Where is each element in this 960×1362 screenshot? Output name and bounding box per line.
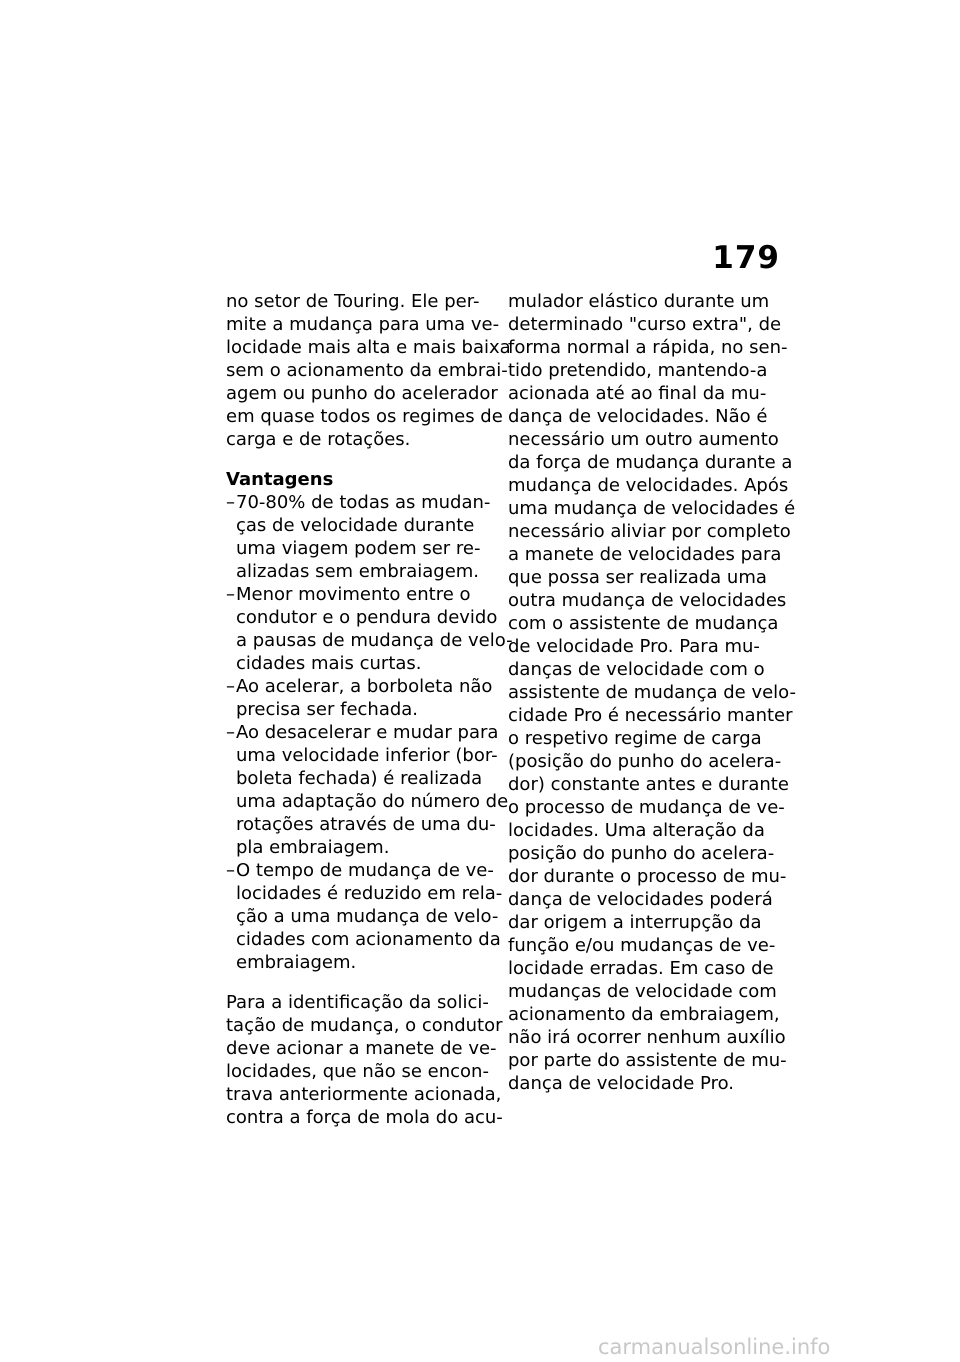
bullet-item xyxy=(226,721,509,859)
dash-marker: – xyxy=(226,722,235,743)
text-line: tação de mudança, o condutor xyxy=(226,1015,503,1036)
text-line: forma normal a rápida, no sen- xyxy=(508,337,788,358)
text-line: ças de velocidade durante xyxy=(236,515,475,536)
text-line: dor) constante antes e durante xyxy=(508,774,789,795)
text-line: não irá ocorrer nenhum auxílio xyxy=(508,1027,786,1048)
text-line: agem ou punho do acelerador xyxy=(226,383,498,404)
text-line: locidades, que não se encon- xyxy=(226,1061,489,1082)
text-line: uma velocidade inferior (bor- xyxy=(236,745,498,766)
text-line: cidades mais curtas. xyxy=(236,653,422,674)
text-line: posição do punho do acelera- xyxy=(508,843,775,864)
text-line: condutor e o pendura devido xyxy=(236,607,498,628)
text-line: ção a uma mudança de velo- xyxy=(236,906,499,927)
text-line: carga e de rotações. xyxy=(226,429,411,450)
text-line: 70-80% de todas as mudan- xyxy=(236,492,491,513)
bullet-item xyxy=(226,583,513,675)
text-line: boleta fechada) é realizada xyxy=(236,768,483,789)
text-line: o processo de mudança de ve- xyxy=(508,797,785,818)
dash-marker: – xyxy=(226,584,235,605)
text-line: locidade erradas. Em caso de xyxy=(508,958,774,979)
text-line: que possa ser realizada uma xyxy=(508,567,767,588)
text-line: dar origem a interrupção da xyxy=(508,912,762,933)
text-line: da força de mudança durante a xyxy=(508,452,793,473)
text-line: dança de velocidades. Não é xyxy=(508,406,768,427)
text-line: tido pretendido, mantendo-a xyxy=(508,360,768,381)
text-line: mulador elástico durante um xyxy=(508,291,770,312)
text-line: locidades é reduzido em rela- xyxy=(236,883,503,904)
text-line: necessário um outro aumento xyxy=(508,429,779,450)
text-line: alizadas sem embraiagem. xyxy=(236,561,480,582)
text-line: a manete de velocidades para xyxy=(508,544,782,565)
text-line: função e/ou mudanças de ve- xyxy=(508,935,776,956)
dash-marker: – xyxy=(226,860,235,881)
text-line: deve acionar a manete de ve- xyxy=(226,1038,497,1059)
text-line: por parte do assistente de mu- xyxy=(508,1050,787,1071)
text-line: locidade mais alta e mais baixa xyxy=(226,337,511,358)
text-line: dança de velocidade Pro. xyxy=(508,1073,735,1094)
text-line: uma mudança de velocidades é xyxy=(508,498,796,519)
text-line: uma adaptação do número de xyxy=(236,791,509,812)
text-line: necessário aliviar por completo xyxy=(508,521,791,542)
intro-paragraph xyxy=(226,290,511,451)
text-line: a pausas de mudança de velo- xyxy=(236,630,513,651)
text-line: cidades com acionamento da xyxy=(236,929,501,950)
text-line: cidade Pro é necessário manter xyxy=(508,705,793,726)
text-line: embraiagem. xyxy=(236,952,357,973)
bullet-item xyxy=(226,491,498,583)
section-heading: Vantagens xyxy=(226,469,334,490)
dash-marker: – xyxy=(226,676,235,697)
text-line: danças de velocidade com o xyxy=(508,659,765,680)
text-line: assistente de mudança de velo- xyxy=(508,682,797,703)
text-line: acionamento da embraiagem, xyxy=(508,1004,780,1025)
text-line: o respetivo regime de carga xyxy=(508,728,762,749)
bullet-item xyxy=(226,675,498,721)
text-line: dor durante o processo de mu- xyxy=(508,866,787,887)
text-line: de velocidade Pro. Para mu- xyxy=(508,636,760,657)
text-line: outra mudança de velocidades xyxy=(508,590,787,611)
text-line: mudanças de velocidade com xyxy=(508,981,777,1002)
text-line: determinado "curso extra", de xyxy=(508,314,782,335)
text-line: precisa ser fechada. xyxy=(236,699,419,720)
text-line: em quase todos os regimes de xyxy=(226,406,503,427)
text-line: pla embraiagem. xyxy=(236,837,390,858)
right-column xyxy=(508,290,797,1095)
text-line: Menor movimento entre o xyxy=(236,584,471,605)
text-line: dança de velocidades poderá xyxy=(508,889,773,910)
text-line: locidades. Uma alteração da xyxy=(508,820,765,841)
text-line: Para a identificação da solici- xyxy=(226,992,489,1013)
text-line: sem o acionamento da embrai- xyxy=(226,360,508,381)
closing-paragraph xyxy=(226,991,503,1129)
text-line: contra a força de mola do acu- xyxy=(226,1107,503,1128)
text-line: uma viagem podem ser re- xyxy=(236,538,481,559)
text-line: acionada até ao final da mu- xyxy=(508,383,767,404)
text-line: O tempo de mudança de ve- xyxy=(236,860,494,881)
text-line: no setor de Touring. Ele per- xyxy=(226,291,480,312)
left-column xyxy=(226,290,513,1129)
text-line: mite a mudança para uma ve- xyxy=(226,314,500,335)
bullet-item xyxy=(226,859,503,974)
text-line: com o assistente de mudança xyxy=(508,613,779,634)
page-number: 179 xyxy=(712,240,780,276)
dash-marker: – xyxy=(226,492,235,513)
text-line: trava anteriormente acionada, xyxy=(226,1084,502,1105)
text-line: Ao acelerar, a borboleta não xyxy=(236,676,493,697)
text-line: mudança de velocidades. Após xyxy=(508,475,789,496)
text-line: Ao desacelerar e mudar para xyxy=(236,722,499,743)
text-line: (posição do punho do acelera- xyxy=(508,751,782,772)
text-line: rotações através de uma du- xyxy=(236,814,496,835)
watermark: carmanualsonline.info xyxy=(598,1335,831,1359)
